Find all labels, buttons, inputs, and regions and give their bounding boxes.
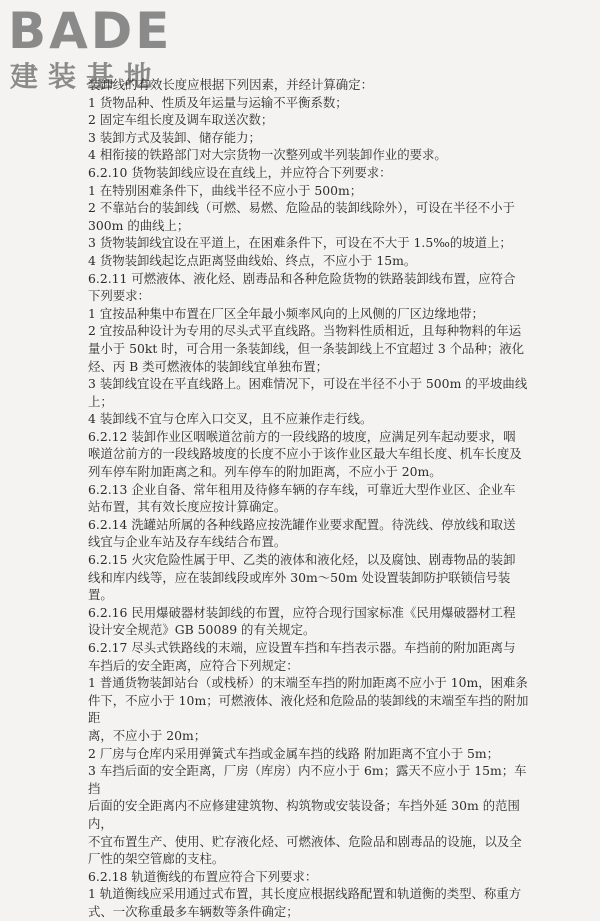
text-line: 1 在特别困难条件下，曲线半径不应小于 500m； (88, 182, 363, 198)
logo-subtitle: 建装基地 (10, 60, 163, 93)
text-line: 6.2.16 民用爆破器材装卸线的布置，应符合现行国家标准《民用爆破器材工程 (88, 604, 516, 620)
text-line: 下列要求： (88, 288, 150, 304)
text-line: 3 装卸方式及装卸、储存能力； (88, 129, 261, 145)
text-line: 4 货物装卸线起讫点距离竖曲线始、终点，不应小于 15m。 (88, 252, 417, 268)
text-line: 6.2.14 洗罐站所属的各种线路应按洗罐作业要求配置。待洗线、停放线和取送 (88, 516, 516, 532)
text-line: 式、一次称重最多车辆数等条件确定； (88, 903, 299, 919)
text-line: 2 不靠站台的装卸线（可燃、易燃、危险品的装卸线除外），可设在半径不小于 (88, 200, 515, 216)
document-body (88, 76, 530, 921)
text-line: 烃、丙 B 类可燃液体的装卸线宜单独布置； (88, 358, 329, 374)
text-line: 装卸线的有效长度应根据下列因素，并经计算确定： (88, 77, 373, 92)
text-line: 站布置，其有效长度应按计算确定。 (88, 499, 287, 515)
text-line: 车挡后的安全距离，应符合下列规定： (88, 657, 299, 673)
text-line: 2 固定车组长度及调车取送次数； (88, 112, 274, 128)
text-line: 6.2.12 装卸作业区咽喉道岔前方的一段线路的坡度，应满足列车起动要求，咽 (88, 428, 516, 444)
text-line: 上； (88, 393, 113, 409)
text-line: 4 相衔接的铁路部门对大宗货物一次整列或半列装卸作业的要求。 (88, 147, 447, 163)
text-line: 2 宜按品种设计为专用的尽头式平直线路。当物料性质相近，且每种物料的年运 (88, 323, 522, 339)
text-line: 列车停车附加距离之和。列车停车的附加距离，不应小于 20m。 (88, 464, 442, 480)
text-line: 2 厂房与仓库内采用弹簧式车挡或金属车挡的线路 附加距离不宜小于 5m； (88, 745, 500, 761)
text-line: 3 装卸线宜设在平直线路上。困难情况下，可设在半径不小于 500m 的平坡曲线 (88, 376, 528, 392)
text-line: 设计安全规范》GB 50089 的有关规定。 (88, 622, 316, 638)
text-line: 喉道岔前方的一段线路坡度的长度不应小于该作业区最大车组长度、机车长度及 (88, 446, 522, 462)
text-line: 4 装卸线不宜与仓库入口交叉，且不应兼作走行线。 (88, 411, 373, 427)
text-line: 3 车挡后面的安全距离，厂房（库房）内不应小于 6m；露天不应小于 15m；车挡 (88, 763, 527, 796)
text-line: 1 货物品种、性质及年运量与运输不平衡系数； (88, 94, 348, 110)
text-line: 离，不应小于 20m； (88, 727, 207, 743)
text-line: 6.2.10 货物装卸线应设在直线上，并应符合下列要求： (88, 164, 392, 180)
text-line: 线和库内线等，应在装卸线段或库外 30m～50m 处设置装卸防护联锁信号装置。 (88, 569, 511, 603)
text-line: 6.2.11 可燃液体、液化烃、剧毒品和各种危险货物的铁路装卸线布置，应符合 (88, 270, 516, 286)
text-line: 1 宜按品种集中布置在厂区全年最小频率风向的上风侧的厂区边缘地带； (88, 305, 484, 321)
text-line: 300m 的曲线上； (88, 217, 190, 233)
text-line: 6.2.13 企业自备、常年租用及待修车辆的存车线，可靠近大型作业区、企业车 (88, 481, 516, 497)
text-line: 6.2.17 尽头式铁路线的末端，应设置车挡和车挡表示器。车挡前的附加距离与 (88, 640, 516, 655)
text-line: 量小于 50kt 时，可合用一条装卸线，但一条装卸线上不宜超过 3 个品种；液化 (88, 340, 525, 356)
text-line: 6.2.15 火灾危险性属于甲、乙类的液体和液化烃，以及腐蚀、剧毒物品的装卸 (88, 552, 516, 568)
text-line: 6.2.18 轨道衡线的布置应符合下列要求： (88, 868, 318, 884)
text-line: 线宜与企业车站及存车线结合布置。 (88, 534, 287, 550)
text-line: 不宜布置生产、使用、贮存液化烃、可燃液体、危险品和剧毒品的设施，以及全 (88, 833, 522, 849)
text-line: 3 货物装卸线宜设在平道上，在困难条件下，可设在不大于 1.5‰的坡道上； (88, 235, 512, 251)
text-line: 1 普通货物装卸站台（或栈桥）的末端至车挡的附加距离不应小于 10m，困难条 (88, 675, 528, 691)
text-line: 1 轨道衡线应采用通过式布置，其长度应根据线路配置和轨道衡的类型、称重方 (88, 886, 522, 902)
logo-wordmark: BADE (8, 2, 173, 60)
text-line: 件下，不应小于 10m；可燃液体、液化烃和危险品的装卸线的末端至车挡的附加距 (88, 692, 529, 726)
text-line: 后面的安全距离内不应修建建筑物、构筑物或安装设备；车挡外延 30m 的范围内， (88, 798, 520, 831)
text-line: 厂性的架空管廊的支柱。 (88, 851, 225, 867)
